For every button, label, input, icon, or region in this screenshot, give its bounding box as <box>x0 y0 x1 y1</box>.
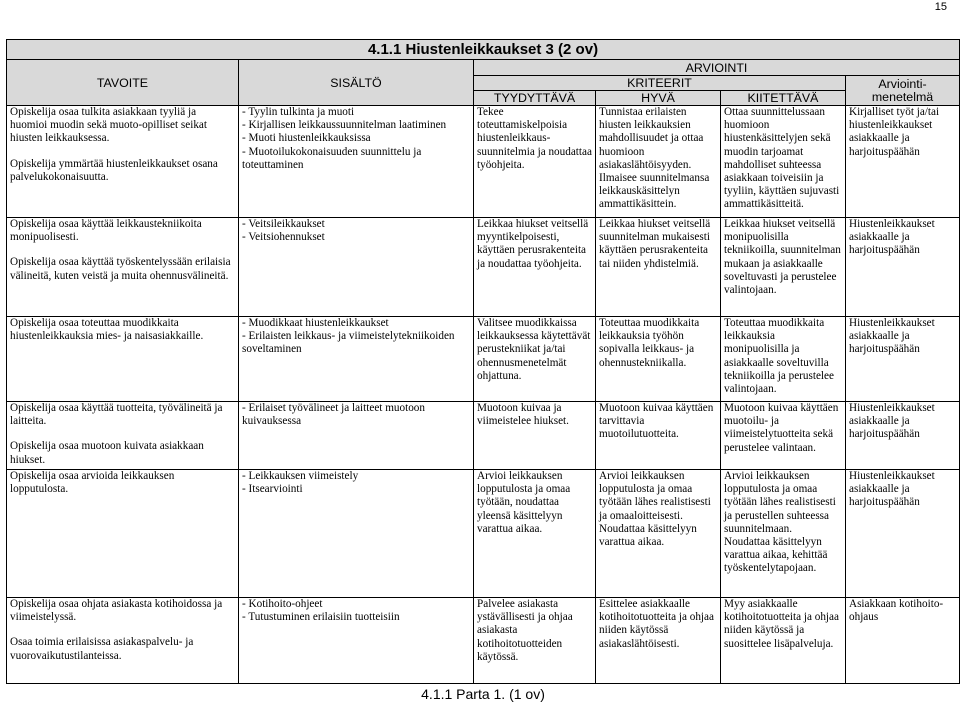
cell-sisalto: - Erilaiset työvälineet ja laitteet muotoon kuivauksessa <box>239 402 474 470</box>
cell-hyva: Leikkaa hiukset veitsellä suunnitelman mukaisesti käyttäen perusrakenteita tai niiden yhdistelmiä. <box>596 218 721 317</box>
tavoite-text: Opiskelija osaa toteuttaa muodikkaita hiustenleikkauksia mies- ja naisasiakkaille. <box>10 317 204 343</box>
table-row <box>7 106 960 218</box>
cell-kiitettava: Arvioi leikkauksen lopputulosta ja omaa työtään lähes realistisesti ja perustellen suhteessa suunnitelmaan. Noudattaa käsittelyyn varattua aikaa, kehittää työskentelytapojaan. <box>721 470 846 598</box>
cell-sisalto: - Veitsileikkaukset - Veitsiohennukset <box>239 218 474 317</box>
cell-tavoite <box>7 106 239 218</box>
tavoite-text: Opiskelija osaa ohjata asiakasta kotihoidossa ja viimeistelyssä. <box>10 598 223 624</box>
header-kriteerit: KRITEERIT <box>474 76 846 91</box>
cell-hyva: Toteuttaa muodikkaita leikkauksia työhön sopivalla leikkaus- ja ohennustekniikalla. <box>596 317 721 402</box>
table-row <box>7 218 960 317</box>
tavoite-text: Opiskelija osaa muotoon kuivata asiakkaan hiukset. <box>10 440 204 466</box>
cell-tyydyttava: Muotoon kuivaa ja viimeistelee hiukset. <box>474 402 596 470</box>
cell-menetelma: Hiustenleikkaukset asiakkaalle ja harjoituspäähän <box>846 317 960 402</box>
tavoite-text: Osaa toimia erilaisissa asiakaspalvelu- ja vuorovaikutustilanteissa. <box>10 636 194 662</box>
cell-tyydyttava: Arvioi leikkauksen lopputulosta ja omaa työtään, noudattaa yleensä käsittelyyn varattua aikaa. <box>474 470 596 598</box>
header-tyydyttava: TYYDYTTÄVÄ <box>474 91 596 106</box>
cell-kiitettava: Toteuttaa muodikkaita leikkauksia monipuolisilla ja asiakkaalle soveltuvilla tekniikoilla ja perustelee valintojaan. <box>721 317 846 402</box>
cell-sisalto: - Kotihoito-ohjeet - Tutustuminen erilaisiin tuotteisiin <box>239 598 474 684</box>
header-sisalto: SISÄLTÖ <box>239 60 474 106</box>
tavoite-text: Opiskelija ymmärtää hiustenleikkaukset osana palvelukokonaisuutta. <box>10 157 218 183</box>
table-row <box>7 402 960 470</box>
header-arviointimenetelma: Arviointi- menetelmä <box>846 76 960 106</box>
header-tavoite: TAVOITE <box>7 60 239 106</box>
document-table-container <box>6 39 959 704</box>
table-row <box>7 317 960 402</box>
cell-tavoite <box>7 402 239 470</box>
table-row <box>7 470 960 598</box>
tavoite-text: Opiskelija osaa käyttää leikkaustekniikoita monipuolisesti. <box>10 218 202 244</box>
cell-menetelma: Hiustenleikkaukset asiakkaalle ja harjoituspäähän <box>846 218 960 317</box>
cell-sisalto: - Muodikkaat hiustenleikkaukset - Erilaisten leikkaus- ja viimeistelytekniikoiden soveltaminen <box>239 317 474 402</box>
cell-tavoite <box>7 317 239 402</box>
tavoite-text: Opiskelija osaa tulkita asiakkaan tyyliä ja huomioi muodin sekä muoto-opilliset seikat hiusten leikkauksessa. <box>10 106 208 145</box>
table-title: 4.1.1 Hiustenleikkaukset 3 (2 ov) <box>7 40 960 60</box>
cell-menetelma: Hiustenleikkaukset asiakkaalle ja harjoituspäähän <box>846 470 960 598</box>
cell-menetelma: Hiustenleikkaukset asiakkaalle ja harjoituspäähän <box>846 402 960 470</box>
cell-menetelma: Kirjalliset työt ja/tai hiustenleikkaukset asiakkaalle ja harjoituspäähän <box>846 106 960 218</box>
cell-tavoite <box>7 470 239 598</box>
cell-tavoite <box>7 598 239 684</box>
cell-sisalto: - Tyylin tulkinta ja muoti - Kirjallisen leikkaussuunnitelman laatiminen - Muoti hiustenleikkauksissa - Muotoilukokonaisuuden suunnittelu ja toteuttaminen <box>239 106 474 218</box>
cell-hyva: Arvioi leikkauksen lopputulosta ja omaa työtään lähes realistisesti ja omaaloitteisesti. Noudattaa käsittelyyn varattua aikaa. <box>596 470 721 598</box>
section-footer-heading: 4.1.1 Parta 1. (1 ov) <box>7 684 960 704</box>
cell-tavoite <box>7 218 239 317</box>
cell-tyydyttava: Valitsee muodikkaissa leikkauksessa käytettävät perustekniikat ja/tai ohennusmenetelmät ohjattuna. <box>474 317 596 402</box>
header-arviointi: ARVIOINTI <box>474 60 960 76</box>
tavoite-text: Opiskelija osaa arvioida leikkauksen lopputulosta. <box>10 470 175 496</box>
cell-tyydyttava: Leikkaa hiukset veitsellä myyntikelpoisesti, käyttäen perusrakenteita ja noudattaa työohjeita. <box>474 218 596 317</box>
evaluation-table <box>6 39 960 704</box>
cell-kiitettava: Leikkaa hiukset veitsellä monipuolisilla tekniikoilla, suunnitelman mukaan ja asiakkaalle soveltuvasti ja perustelee valintojaan. <box>721 218 846 317</box>
table-row <box>7 598 960 684</box>
cell-menetelma: Asiakkaan kotihoito-ohjaus <box>846 598 960 684</box>
cell-hyva: Tunnistaa erilaisten hiusten leikkauksien mahdollisuudet ja ottaa huomioon asiakaslähtöisyyden. Ilmaisee suunnitelmansa leikkauskäsittelyn ammattikäsittein. <box>596 106 721 218</box>
cell-kiitettava: Myy asiakkaalle kotihoitotuotteita ja ohjaa niiden käytössä ja suosittelee lisäpalveluja. <box>721 598 846 684</box>
page-number: 15 <box>934 1 947 13</box>
cell-tyydyttava: Tekee toteuttamiskelpoisia hiustenleikkaus-suunnitelmia ja noudattaa työohjeita. <box>474 106 596 218</box>
header-hyva: HYVÄ <box>596 91 721 106</box>
cell-kiitettava: Ottaa suunnittelussaan huomioon hiustenkäsittelyjen sekä muodin tarjoamat mahdolliset suhteessa asiakkaan toiveisiin ja tyyliin, käyttäen sujuvasti ammattikäsitteitä. <box>721 106 846 218</box>
cell-tyydyttava: Palvelee asiakasta ystävällisesti ja ohjaa asiakasta kotihoitotuotteiden käytössä. <box>474 598 596 684</box>
cell-hyva: Muotoon kuivaa käyttäen tarvittavia muotoilutuotteita. <box>596 402 721 470</box>
tavoite-text: Opiskelija osaa käyttää työskentelyssään erilaisia välineitä, kuten veistä ja muita ohennusvälineitä. <box>10 256 231 282</box>
cell-kiitettava: Muotoon kuivaa käyttäen muotoilu- ja viimeistelytuotteita sekä perustelee valintaan. <box>721 402 846 470</box>
cell-sisalto: - Leikkauksen viimeistely - Itsearviointi <box>239 470 474 598</box>
cell-hyva: Esittelee asiakkaalle kotihoitotuotteita ja ohjaa niiden käytössä asiakaslähtöisesti. <box>596 598 721 684</box>
header-kiitettava: KIITETTÄVÄ <box>721 91 846 106</box>
tavoite-text: Opiskelija osaa käyttää tuotteita, työvälineitä ja laitteita. <box>10 402 223 428</box>
